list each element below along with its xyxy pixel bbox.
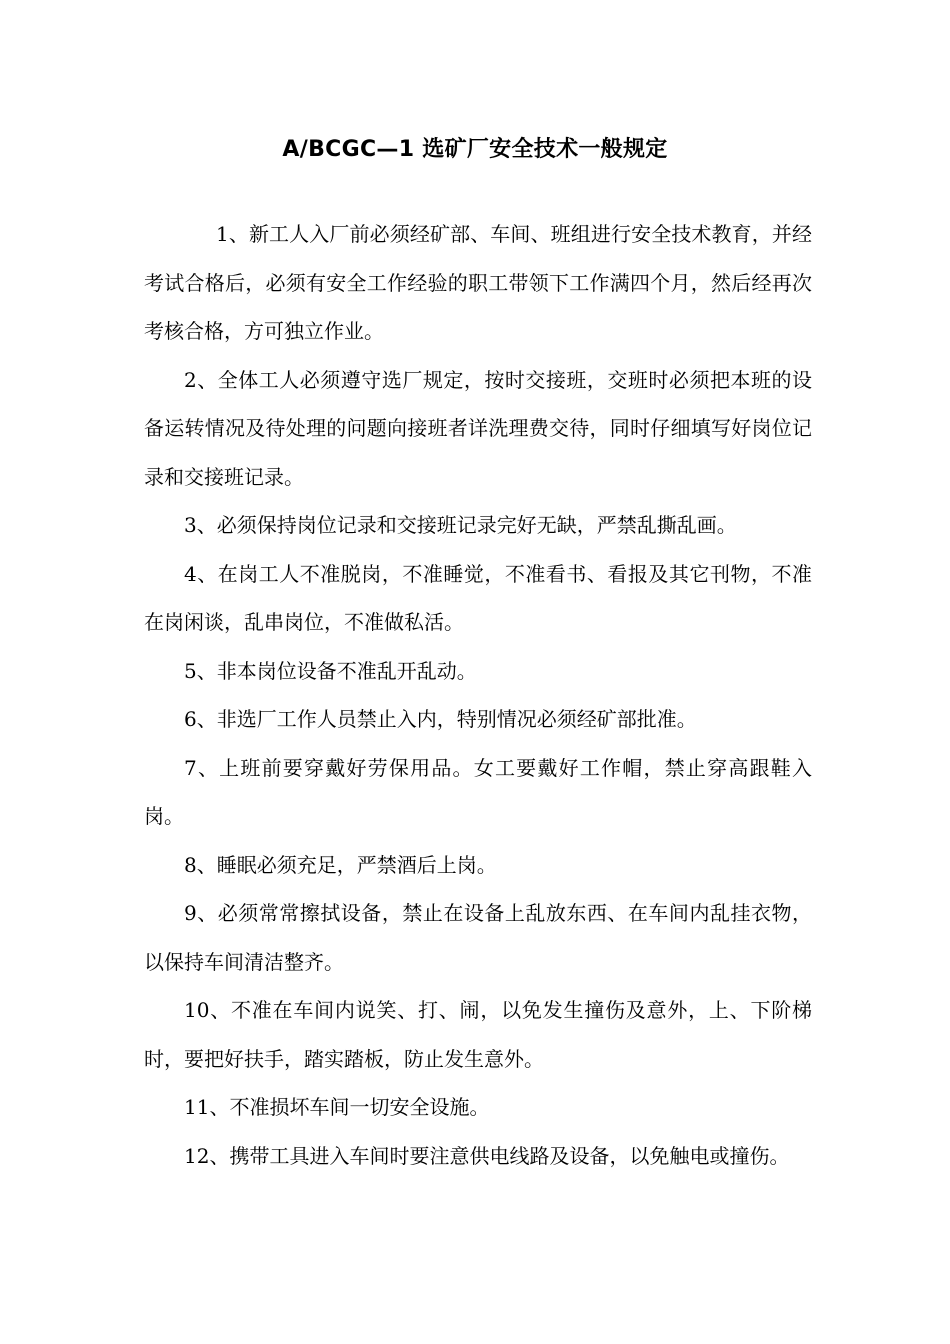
paragraph-4: 4、在岗工人不准脱岗，不准睡觉，不准看书、看报及其它刊物，不准在岗闲谈，乱串岗位，不准做私活。 — [144, 561, 812, 634]
document-body — [144, 210, 812, 1180]
paragraph-10: 10、不准在车间内说笑、打、闹，以免发生撞伤及意外，上、下阶梯时，要把好扶手，踏实踏板，防止发生意外。 — [144, 998, 812, 1071]
document-title: A/BCGC—1 选矿厂安全技术一般规定 — [282, 137, 668, 162]
paragraph-8: 8、睡眠必须充足，严禁酒后上岗。 — [184, 852, 497, 877]
paragraph-5: 5、非本岗位设备不准乱开乱动。 — [184, 658, 477, 683]
paragraph-11: 11、不准损坏车间一切安全设施。 — [184, 1095, 490, 1119]
paragraph-9: 9、必须常常擦拭设备，禁止在设备上乱放东西、在车间内乱挂衣物，以保持车间清洁整齐。 — [144, 901, 812, 974]
paragraph-6: 6、非选厂工作人员禁止入内，特别情况必须经矿部批准。 — [184, 707, 697, 731]
paragraph-1: 1、新工人入厂前必须经矿部、车间、班组进行安全技术教育，并经考试合格后，必须有安全工作经验的职工带领下工作满四个月，然后经再次考核合格，方可独立作业。 — [144, 222, 812, 343]
paragraph-3: 3、必须保持岗位记录和交接班记录完好无缺，严禁乱撕乱画。 — [184, 513, 737, 537]
paragraph-7: 7、上班前要穿戴好劳保用品。女工要戴好工作帽，禁止穿高跟鞋入岗。 — [144, 755, 812, 828]
paragraph-12: 12、携带工具进入车间时要注意供电线路及设备，以免触电或撞伤。 — [184, 1143, 790, 1168]
paragraph-2: 2、全体工人必须遵守选厂规定，按时交接班，交班时必须把本班的设备运转情况及待处理的问题向接班者详洗理费交待，同时仔细填写好岗位记录和交接班记录。 — [144, 367, 812, 489]
